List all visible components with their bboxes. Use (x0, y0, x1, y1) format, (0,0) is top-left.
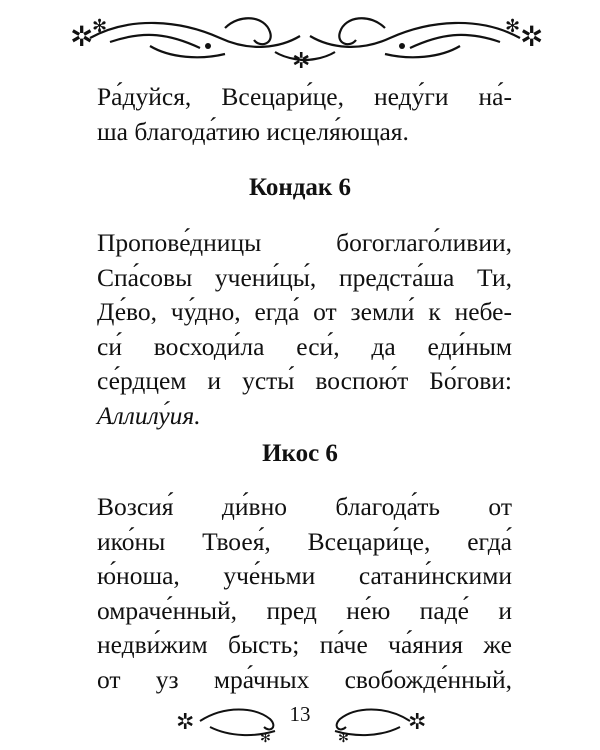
top-paragraph (97, 80, 512, 149)
svg-text:✻: ✻ (338, 731, 349, 743)
flower-icon-left: ✲ (70, 20, 94, 53)
ikos-heading: Икос 6 (262, 440, 338, 467)
text-line: от уз мра́чных свобожде́нный, (97, 664, 512, 694)
text-line: Спа́совы учени́цы́, предста́ша Ти, (97, 262, 512, 292)
decorative-top-ornament (50, 8, 560, 70)
text-line: ша благода́тию исцеля́ющая. (97, 116, 409, 146)
svg-text:✲: ✲ (176, 710, 195, 735)
kondak-paragraph (97, 226, 512, 433)
flower-icon-center: ✲ (292, 49, 311, 70)
text-line: Возсия́ ди́вно благода́ть от (97, 492, 512, 521)
svg-text:✻: ✻ (260, 731, 271, 743)
text-line: си́ восходи́ла еси́, да еди́ным (97, 331, 512, 361)
svg-text:✻: ✻ (92, 16, 108, 37)
text-line: недви́жим бысть; па́че ча́яния же (97, 630, 512, 659)
page-number: 13 (289, 702, 311, 726)
text-line: Де́во, чу́дно, егда́ от земли́ к небе- (97, 297, 512, 326)
kondak-heading: Кондак 6 (248, 174, 352, 201)
text-line: омраче́нный, пред не́ю паде́ и (97, 595, 512, 625)
svg-text:✻: ✻ (505, 16, 521, 37)
text-line: Пропове́дницы богоглаго́ливии, (97, 228, 512, 257)
ikos-paragraph (97, 490, 512, 697)
text-line: се́рдцем и усты́ воспою́т Бо́гови: (97, 366, 512, 395)
text-line: ю́ноша, уче́ньми сатани́нскими (97, 561, 512, 590)
text-line: Ра́дуйся, Всецари́це, неду́ги на́- (97, 82, 512, 111)
text-line: ико́ны Твоея́, Всецари́це, егда́ (97, 526, 512, 556)
refrain-text: Аллилу́ия. (97, 400, 201, 430)
svg-text:✲: ✲ (408, 710, 427, 735)
flower-icon-right: ✲ (520, 20, 544, 53)
